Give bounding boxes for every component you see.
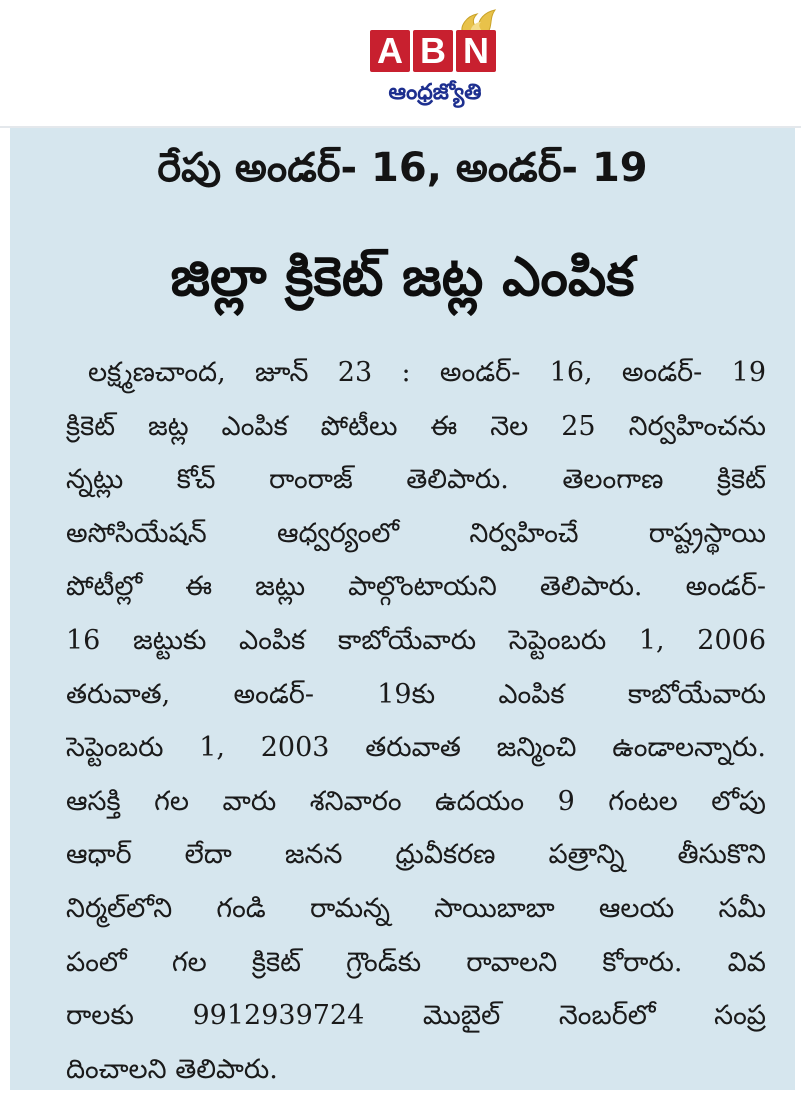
abn-logo [369, 8, 501, 112]
logo-letter-a: A [370, 30, 410, 72]
news-clipping [10, 128, 795, 1090]
headline-kicker: రేపు అండర్- 16, అండర్- 19 [157, 145, 648, 191]
logo-subtitle: ఆంధ్రజ్యోతి [388, 80, 482, 105]
body-line: 16 జట్టుకు ఎంపిక కాబోయేవారు సెప్టెంబరు 1, 2006 [66, 624, 766, 656]
logo-letter-b: B [413, 30, 453, 72]
body-line: క్రికెట్ జట్ల ఎంపిక పోటీలు ఈ నెల 25 నిర్వహించను [66, 410, 766, 442]
body-line: లక్ష్మణచాంద, జూన్ 23 : అండర్- 16, అండర్- 19 [88, 357, 766, 388]
body-line: అసోసియేషన్ ఆధ్వర్యంలో నిర్వహించే రాష్ట్రస్థాయి [66, 517, 766, 549]
logo-letter-n: N [456, 30, 496, 72]
headline-main: జిల్లా క్రికెట్ జట్ల ఎంపిక [170, 245, 635, 308]
body-line: రాలకు 9912939724 మొబైల్ నెంబర్‌లో సంప్ర [66, 1000, 766, 1032]
logo-letters [370, 30, 496, 72]
body-line: ఆధార్ లేదా జనన ధ్రువీకరణ పత్రాన్ని తీసుకొని [66, 839, 766, 871]
body-line: పంలో గల క్రికెట్ గ్రౌండ్‌కు రావాలని కోరారు. వివ [66, 946, 766, 978]
body-line: దించాలని తెలిపారు. [66, 1053, 278, 1085]
body-line: ఆసక్తి గల వారు శనివారం ఉదయం 9 గంటల లోపు [66, 785, 766, 817]
body-line: పోటీల్లో ఈ జట్లు పాల్గొంటాయని తెలిపారు. అండర్- [66, 571, 766, 603]
body-line: న్నట్లు కోచ్ రాంరాజ్ తెలిపారు. తెలంగాణ క్రికెట్ [66, 464, 766, 496]
body-line: సెప్టెంబరు 1, 2003 తరువాత జన్మించి ఉండాలన్నారు. [66, 732, 766, 764]
body-line: తరువాత, అండర్- 19కు ఎంపిక కాబోయేవారు [66, 678, 766, 710]
header-bar [0, 0, 801, 126]
body-line: నిర్మల్‌లోని గండి రామన్న సాయిబాబా ఆలయ సమీ [66, 892, 766, 924]
article-body [66, 346, 766, 1090]
